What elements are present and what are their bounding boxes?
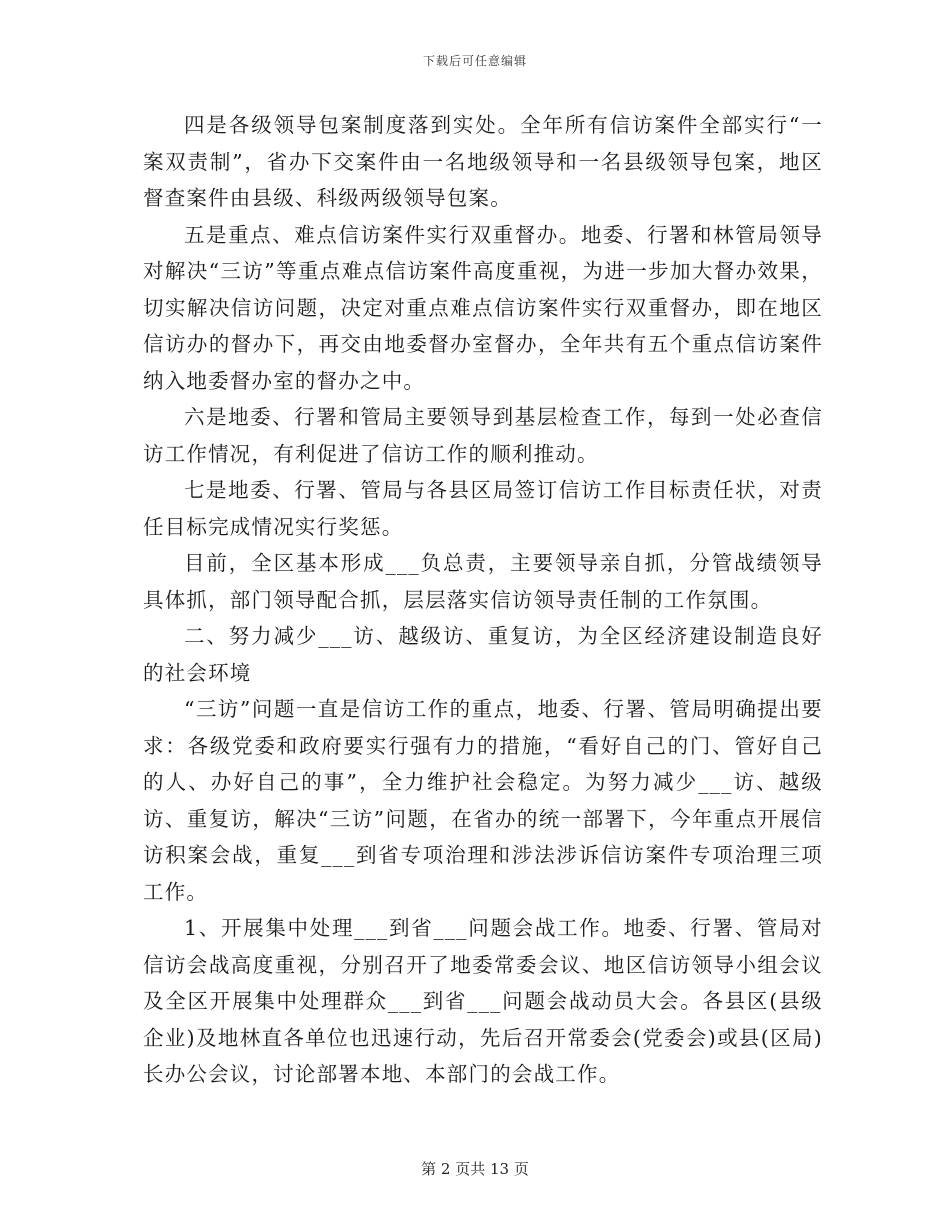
paragraph-current-status: 目前，全区基本形成___负总责，主要领导亲自抓，分管战绩领导具体抓，部门领导配合抓，层层落实信访领导责任制的工作氛围。 [143,551,823,612]
paragraph-4-leadership-case: 四是各级领导包案制度落到实处。全年所有信访案件全部实行“一案双责制”，省办下交案件由一名地级领导和一名县级领导包案，地区督查案件由县级、科级两级领导包案。 [143,113,823,210]
page-header-note: 下载后可任意编辑 [422,54,527,68]
page-number: 第 2 页共 13 页 [421,1160,529,1178]
section-heading-2: 二、努力减少___访、越级访、重复访，为全区经济建设制造良好的社会环境 [143,624,823,685]
paragraph-6-grassroots-inspection: 六是地委、行署和管局主要领导到基层检查工作，每到一处必查信访工作情况，有利促进了信访工作的顺利推动。 [143,405,823,466]
document-body [143,107,823,1093]
paragraph-5-double-supervision: 五是重点、难点信访案件实行双重督办。地委、行署和林管局领导对解决“三访”等重点难点信访案件高度重视，为进一步加大督办效果，切实解决信访问题，决定对重点难点信访案件实行双重督办，即在地区信访办的督办下，再交由地委督办室督办，全年共有五个重点信访案件纳入地委督办室的督办之中。 [143,222,823,393]
paragraph-item-1: 1、开展集中处理___到省___问题会战工作。地委、行署、管局对信访会战高度重视，分别召开了地委常委会议、地区信访领导小组会议及全区开展集中处理群众___到省___问题会战动员大会。各县区(县级企业)及地林直各单位也迅速行动，先后召开常委会(党委会)或县(区局)长办公会议，讨论部署本地、本部门的会战工作。 [143,916,823,1086]
paragraph-7-responsibility-contract: 七是地委、行署、管局与各县区局签订信访工作目标责任状，对责任目标完成情况实行奖惩。 [143,478,823,539]
paragraph-three-visits: “三访”问题一直是信访工作的重点，地委、行署、管局明确提出要求：各级党委和政府要实行强有力的措施，“看好自己的门、管好自己的人、办好自己的事”，全力维护社会稳定。为努力减少___访、越级访、重复访，解决“三访”问题，在省办的统一部署下，今年重点开展信访积案会战，重复___到省专项治理和涉法涉诉信访案件专项治理三项工作。 [143,697,823,904]
